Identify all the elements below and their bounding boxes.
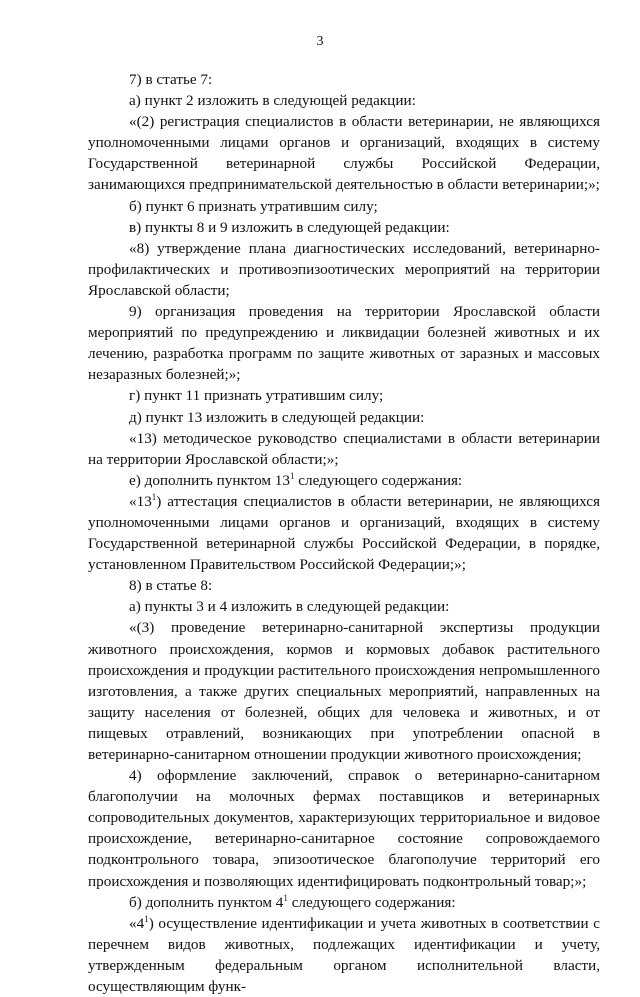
paragraph-text: «13 (129, 492, 152, 510)
paragraph (88, 913, 600, 997)
paragraph-text: е) дополнить пунктом 13 (129, 471, 290, 489)
paragraph-text: следующего содержания: (294, 471, 463, 489)
superscript-index: 1 (283, 892, 288, 903)
paragraph: 8) в статье 8: (129, 577, 213, 595)
paragraph: б) пункт 6 признать утратившим силу; (129, 197, 378, 215)
paragraph: г) пункт 11 признать утратившим силу; (129, 387, 384, 405)
paragraph-text: «4 (129, 914, 145, 932)
paragraph: 7) в статье 7: (129, 71, 213, 88)
paragraph: а) пункты 3 и 4 изложить в следующей редакции: (129, 598, 450, 616)
paragraph: «(3) проведение ветеринарно-санитарной экспертизы продукции животного происхождения, кормов и кормовых добавок растительного происхождения и продукции растительного происхождения непромышленного изготовления, а также других специальных мероприятий, направленных на защиту населения от болезней, общих для человека и животных, и от пищевых отравлений, возникающих при употреблении опасной в ветеринарно-санитарном отношении продукции животного происхождения; (88, 619, 600, 763)
paragraph: в) пункты 8 и 9 изложить в следующей редакции: (129, 218, 450, 236)
paragraph: д) пункт 13 изложить в следующей редакции: (129, 408, 425, 426)
superscript-index: 1 (290, 470, 295, 481)
paragraph (88, 892, 600, 913)
paragraph (88, 491, 600, 575)
document-body (88, 69, 600, 997)
paragraph: а) пункт 2 изложить в следующей редакции: (129, 92, 416, 110)
superscript-index: 1 (144, 913, 149, 924)
paragraph: «8) утверждение плана диагностических исследований, ветеринарно-профилактических и противоэпизоотических мероприятий на территории Ярославской области; (88, 239, 600, 299)
paragraph-text: ) осуществление идентификации и учета животных в соответствии с перечнем видов животных, подлежащих идентификации и учету, утвержденным федеральным органом исполнительной власти, осуществляющим функ- (88, 914, 600, 996)
superscript-index: 1 (151, 491, 157, 502)
paragraph: 9) организация проведения на территории Ярославской области мероприятий по предупреждению и ликвидации болезней животных и их лечению, разработка программ по защите животных от заразных и массовых незаразных болезней;»; (88, 303, 600, 384)
paragraph: «13) методическое руководство специалистами в области ветеринарии на территории Ярославской области;»; (88, 429, 600, 468)
paragraph-text: следующего содержания: (287, 893, 456, 911)
paragraph-text: ) аттестация специалистов в области ветеринарии, не являющихся уполномоченными лицами органов и организаций, входящих в систему Государственной ветеринарной службы Российской Федерации, в порядке, установленном Правительством Российской Федерации;»; (88, 492, 600, 574)
paragraph-text: б) дополнить пунктом 4 (129, 893, 284, 911)
paragraph (88, 470, 600, 491)
paragraph: «(2) регистрация специалистов в области ветеринарии, не являющихся уполномоченными лицами органов и организаций, входящих в систему Государственной ветеринарной службы Российской Федерации, занимающихся предпринимательской деятельностью в области ветеринарии;»; (88, 113, 600, 194)
paragraph: 4) оформление заключений, справок о ветеринарно-санитарном благополучии на молочных фермах поставщиков и ветеринарных сопроводительных документов, характеризующих территориальное и видовое происхождение, ветеринарно-санитарное состояние сопровождаемого подконтрольного товара, эпизоотическое благополучие территорий его происхождения и позволяющих идентифицировать подконтрольный товар;»; (88, 767, 600, 890)
page-number: 3 (316, 34, 324, 49)
